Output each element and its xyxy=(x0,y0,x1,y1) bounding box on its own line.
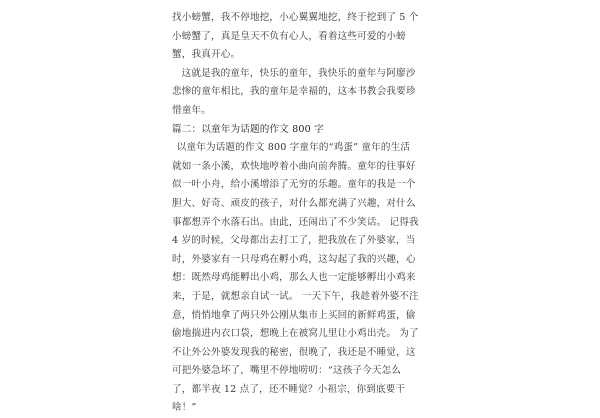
text-line: 小螃蟹了，真是皇天不负有心人，看着这些可爱的小螃 xyxy=(172,30,406,42)
text-line: 事都想弄个水落石出。由此，还闹出了不少笑话。 记得我 xyxy=(172,216,419,228)
text-line: 意，悄悄地拿了两只外公刚从集市上买回的新鲜鸡蛋，偷 xyxy=(172,309,416,321)
text-line: 就如一条小溪，欢快地哼着小曲向前奔腾。童年的往事好 xyxy=(172,160,416,172)
text-line: 找小螃蟹，我不停地挖，小心翼翼地挖，终于挖到了 5 个 xyxy=(172,12,419,23)
section-heading: 篇二：以童年为话题的作文 800 字 xyxy=(172,123,324,135)
text-line: 了，都半夜 12 点了，还不睡觉？小祖宗，你到底要干 xyxy=(172,383,406,395)
text-line: 似一叶小舟，给小溪增添了无穷的乐趣。童年的我是一个 xyxy=(172,179,416,191)
text-line: 偷地揣进内衣口袋，想晚上在被窝儿里让小鸡出壳。 为了 xyxy=(172,328,419,340)
body-text xyxy=(172,9,434,418)
text-line: 蟹，我真开心。 xyxy=(172,49,241,61)
text-line: 啥！” xyxy=(172,402,197,414)
text-line: 想：既然母鸡能孵出小鸡，那么人也一定能够孵出小鸡来 xyxy=(172,272,416,284)
text-line: 悲惨的童年相比，我的童年是幸福的，这本书教会我要珍 xyxy=(172,86,416,98)
text-line: 这就是我的童年，快乐的童年，我快乐的童年与阿廖沙 xyxy=(181,67,416,79)
text-line: 可把外婆急坏了，嘴里不停地唠叨：“这孩子今天怎么 xyxy=(172,365,402,377)
text-line: 4 岁的时候，父母都出去打工了，把我放在了外婆家，当 xyxy=(172,235,416,247)
text-line: 不让外公外婆发现我的秘密，很晚了，我还是不睡觉，这 xyxy=(172,346,416,358)
text-line: 来，于是，就想亲自试一试。 一天下午，我趁着外婆不注 xyxy=(172,290,419,302)
text-line: 时，外婆家有一只母鸡在孵小鸡，这勾起了我的兴趣，心 xyxy=(172,253,416,265)
text-line: 惜童年。 xyxy=(172,104,211,116)
text-line: 以童年为话题的作文 800 字童年的“鸡蛋” 童年的生活 xyxy=(176,142,411,154)
text-line: 胆大、好奇、顽皮的孩子，对什么都充满了兴趣，对什么 xyxy=(172,197,416,209)
